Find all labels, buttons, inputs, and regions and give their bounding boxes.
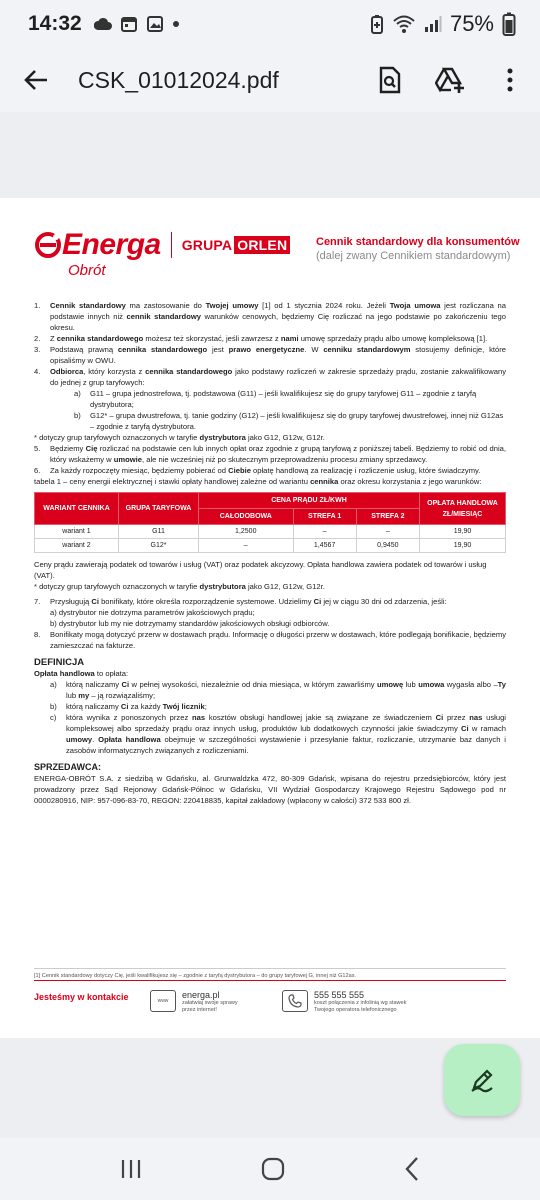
table-cell: wariant 1 [35, 525, 119, 539]
table-cell: – [356, 525, 419, 539]
th-variant: WARIANT CENNIKA [35, 493, 119, 525]
search-in-document-button[interactable] [360, 48, 420, 112]
table-cell: 19,90 [420, 525, 506, 539]
th-zone2: STREFA 2 [356, 509, 419, 525]
system-nav-bar [0, 1138, 540, 1200]
footnote: [1] Cennik standardowy dotyczy Cię, jeśli kwalifikujesz się – zgodnie z taryfą dystrybutora – do grupy taryfowej G, innej niż G12as. [34, 968, 506, 979]
table-cell: 19,90 [420, 539, 506, 553]
footer-divider [34, 980, 506, 981]
more-options-button[interactable] [480, 48, 540, 112]
www-icon: www [150, 990, 176, 1012]
th-allday: CAŁODOBOWA [199, 509, 294, 525]
definition-item: a) którą naliczamy Ci w pełnej wysokości, niezależnie od dnia miesiąca, w którym zawarliśmy umowę lub umowa wygasła albo –Ty lub my – ją rozwiązaliśmy; [50, 680, 506, 700]
battery-level: 75% [449, 11, 494, 36]
phone-note-1: koszt połączenia z infolinią wg stawek [314, 1000, 407, 1006]
nav-back-button[interactable] [403, 1156, 421, 1182]
energa-logo [34, 228, 290, 279]
app-bar [0, 48, 540, 112]
calendar-icon [120, 15, 138, 33]
definition-item: c) która wynika z ponoszonych przez nas kosztów obsługi handlowej jakie są związane ze świadczeniem Ci przez nas usługi kompleksowej albo sprzedaży prądu oraz innych usług, produktów lub dodatkowych czynności jakie świadczymy Ci w ramach umowy. Opłata handlowa obejmuje w szczególności wystawienie i przesyłanie faktur, rozliczanie, utrzymanie baz danych i zasobów informatycznych związanych z rozliczeniami. [50, 713, 506, 755]
table-cell: 1,2500 [199, 525, 294, 539]
tariff-group-item: b) G12* – grupa dwustrefowa, tj. tanie godziny (G12) – jeśli kwalifikujesz się do grupy taryfowej dwustrefowej, innej niż G12as – zgodnie z taryfą dystrybutora. [74, 411, 504, 431]
web-note-2: przez internet! [182, 1007, 217, 1013]
note-2: * dotyczy grup taryfowych oznaczonych w taryfie dystrybutora jako G12, G12w, G12r. [34, 582, 325, 591]
energa-swirl-icon [34, 231, 62, 259]
table-cell: 1,4567 [293, 539, 356, 553]
back-arrow-icon [23, 67, 49, 93]
web-note-1: załatwiaj swoje sprawy [182, 1000, 238, 1006]
list-item-7: 7. Przysługują Ci bonifikaty, które określa rozporządzenie systemowe. Udzielimy Ci jej w ciągu 30 dni od zdarzenia, jeśli: [34, 596, 506, 607]
annotate-fab-button[interactable] [444, 1044, 520, 1116]
web-address: energa.pl [182, 990, 220, 1000]
definition-intro: Opłata handlowa to opłata: [34, 669, 129, 678]
signal-icon [424, 15, 442, 33]
cloud-icon [94, 17, 112, 31]
dot-icon [172, 20, 180, 28]
seller-text: ENERGA-OBRÓT S.A. z siedzibą w Gdańsku, al. Grunwaldzka 472, 80-309 Gdańsk, wpisana do rejestru przedsiębiorców, który jest prowadzony przez Sąd Rejonowy Gdańsk-Północ w Gdańsku, VII Wydział Gospodarczy Krajowego Rejestru Sądowego pod nr 0000280916, NIP: 957-096-83-70, REGON: 220418835, kapitał zakładowy (wpłacony w całości) 372 533 800 zł. [34, 774, 506, 805]
th-price: CENA PRĄDU ZŁ/KWH [199, 493, 420, 509]
table-cell: G12* [119, 539, 199, 553]
list-item-4: 4. Odbiorca, który korzysta z cennika standardowego jako podstawy rozliczeń w zakresie sprzedaży prądu, zostanie zakwalifikowany do jednej z grup taryfowych: [34, 367, 506, 387]
logo-name: Energa [62, 228, 161, 261]
doc-subheading: (dalej zwany Cennikiem standardowym) [316, 250, 511, 262]
table-cell: – [293, 525, 356, 539]
doc-heading: Cennik standardowy dla konsumentów [316, 236, 520, 248]
table-cell: – [199, 539, 294, 553]
gallery-icon [146, 15, 164, 33]
item-7a: a) dystrybutor nie dotrzyma parametrów jakościowych prądu; [50, 608, 255, 617]
add-to-drive-button[interactable] [420, 48, 480, 112]
th-fee: OPŁATA HANDLOWA ZŁ/MIESIĄC [420, 493, 506, 525]
drive-add-icon [435, 67, 465, 93]
logo-sub: Obrót [68, 262, 106, 279]
definition-heading: DEFINICJA [34, 657, 85, 668]
table-row [35, 525, 506, 539]
home-icon [260, 1156, 286, 1182]
table-cell: G11 [119, 525, 199, 539]
list-item-8: 8. Bonifikaty mogą dotyczyć przerw w dostawach prądu. Informację o długości przerw w dostawach, które podlegają bonifikacie, będziemy zamieszczać na fakturze. [34, 630, 506, 650]
item-7b: b) dystrybutor lub my nie dotrzymamy standardów jakościowych obsługi odbiorców. [50, 619, 330, 628]
tariff-table [34, 492, 506, 553]
list-item-2: 2. Z cennika standardowego możesz też skorzystać, jeśli zawrzesz z nami umowę sprzedaży prądu albo umowę kompleksową [1]. [34, 334, 488, 343]
back-nav-icon [403, 1156, 421, 1182]
document-title: CSK_01012024.pdf [78, 66, 279, 93]
list-item-6: 6. Za każdy rozpoczęty miesiąc, będziemy pobierać od Ciebie opłatę handlową za realizację i rozliczenie usług, które świadczymy. [34, 466, 481, 475]
doc-body [34, 300, 506, 806]
seller-heading: SPRZEDAWCA: [34, 762, 101, 772]
status-time: 14:32 [28, 12, 82, 35]
phone-number: 555 555 555 [314, 990, 365, 1000]
battery-icon [502, 12, 516, 36]
logo-group: GRUPA [181, 237, 233, 253]
th-zone1: STREFA 1 [293, 509, 356, 525]
list-item-5: 5. Będziemy Cię rozliczać na podstawie cen lub innych opłat oraz zgodnie z grupą taryfową z poniższej tabeli. Będziemy to robić od dnia, który wskażemy w umowie, ale nie wcześniej niż po skutecznym przeprowadzeniu procesu zmiany sprzedawcy. [34, 444, 506, 464]
table-cell: wariant 2 [35, 539, 119, 553]
phone-contact [282, 990, 406, 1014]
battery-saver-icon [370, 14, 384, 34]
list-item-1: 1. Cennik standardowy ma zastosowanie do Twojej umowy [1] od 1 stycznia 2024 roku. Jeżeli Twoja umowa jest rozliczana na podstawie innych niż cennik standardowy warunków cenowych, będziemy Cię rozliczać na jego podstawie po zakończeniu tego okresu. [34, 301, 506, 332]
item-8-text: Bonifikaty mogą dotyczyć przerw w dostawach prądu. Informację o długości przerw w dostawach, które podlegają bonifikacie, będziemy zamieszczać na fakturze. [50, 630, 506, 650]
recents-icon [119, 1158, 143, 1180]
edit-pen-icon [468, 1066, 496, 1094]
recents-button[interactable] [119, 1158, 143, 1180]
more-vert-icon [507, 68, 513, 92]
status-notification-icons [94, 15, 180, 33]
back-button[interactable] [0, 48, 72, 112]
tariff-group-item: a) G11 – grupa jednostrefowa, tj. podstawowa (G11) – jeśli kwalifikujesz się do grupy taryfowej G11 – zgodnie z taryfą dystrybutora; [74, 389, 477, 409]
logo-orlen: ORLEN [234, 236, 290, 254]
definition-item: b) którą naliczamy Ci za każdy Twój licznik; [50, 702, 207, 711]
table-cell: 0,9450 [356, 539, 419, 553]
note-1: * dotyczy grup taryfowych oznaczonych w taryfie dystrybutora jako G12, G12w, G12r. [34, 433, 325, 442]
status-bar [0, 0, 540, 48]
table-caption: tabela 1 – ceny energii elektrycznej i stawki opłaty handlowej zależne od wariantu cennika oraz okresu korzystania z jego warunków: [34, 477, 482, 486]
after-table-text: Ceny prądu zawierają podatek od towarów i usług (VAT) oraz podatek akcyzowy. Opłata handlowa zawiera podatek od towarów i usług (VAT). [34, 560, 487, 580]
contact-label: Jesteśmy w kontakcie [34, 992, 129, 1002]
item-7-text: Przysługują Ci bonifikaty, które określa rozporządzenie systemowe. Udzielimy Ci jej w ciągu 30 dni od zdarzenia, jeśli: [50, 597, 447, 606]
phone-note-2: Twojego operatora telefonicznego [314, 1007, 397, 1013]
home-button[interactable] [260, 1156, 286, 1182]
logo-separator [171, 232, 172, 258]
pdf-page[interactable] [0, 198, 540, 1038]
phone-icon [282, 990, 308, 1012]
web-contact [150, 990, 238, 1014]
table-row [35, 539, 506, 553]
search-in-doc-icon [378, 66, 402, 94]
list-item-3: 3. Podstawą prawną cennika standardowego jest prawo energetyczne. W cenniku standardowym stosujemy definicje, które opisaliśmy w OWU. [34, 345, 506, 365]
th-group: GRUPA TARYFOWA [119, 493, 199, 525]
wifi-icon [392, 14, 416, 34]
